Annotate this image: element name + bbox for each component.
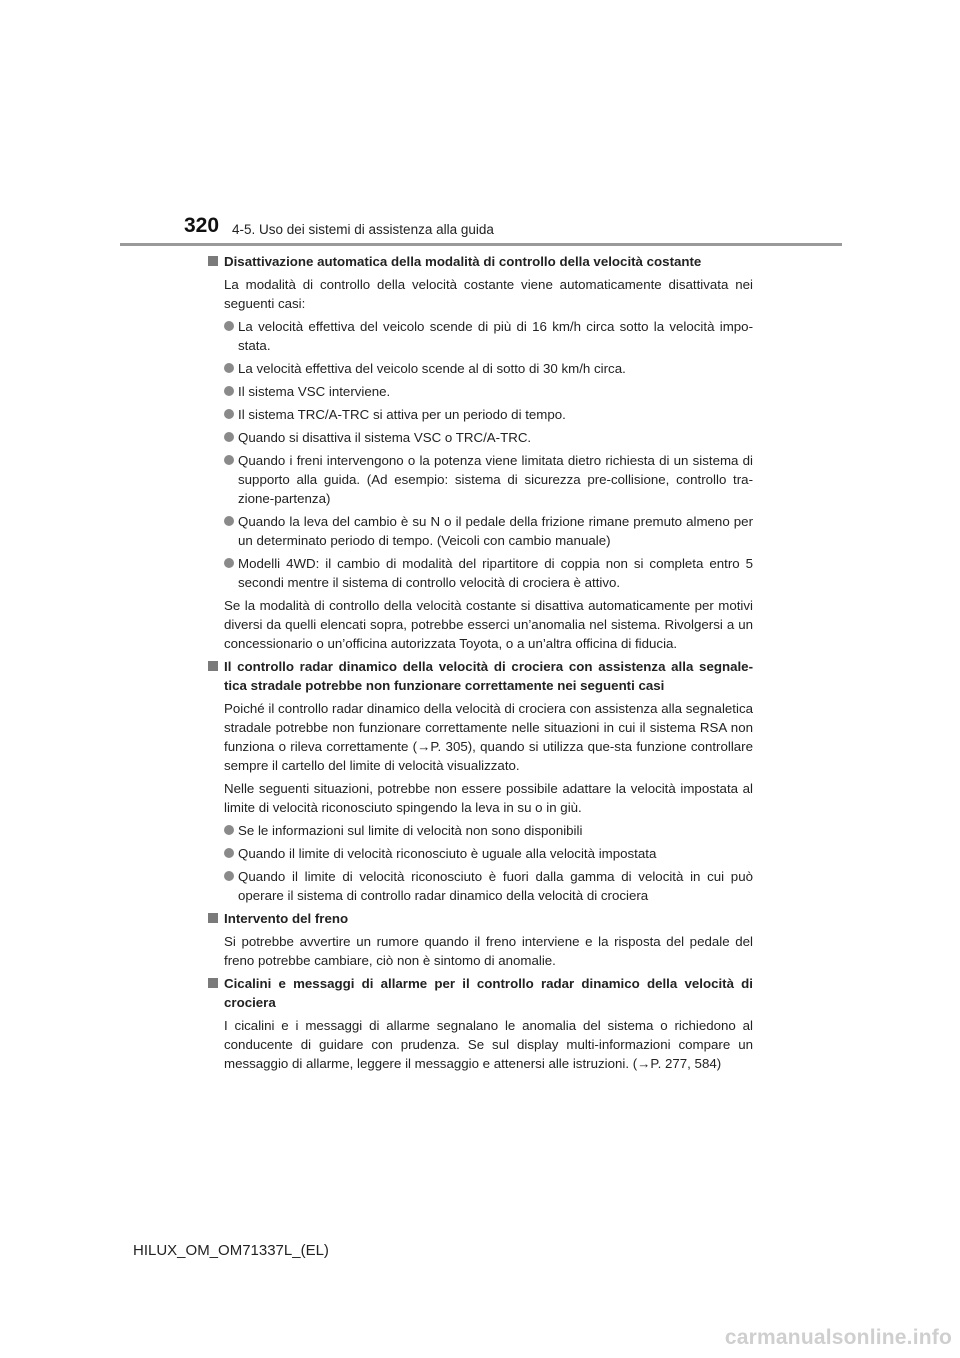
list-item: Modelli 4WD: il cambio di modalità del ripartitore di coppia non si completa entro 5 secondi mentre il sistema di controllo velocità di crociera è attivo.: [208, 554, 753, 592]
circle-bullet-icon: [224, 321, 234, 331]
circle-bullet-icon: [224, 871, 234, 881]
list-item: La velocità effettiva del veicolo scende al di sotto di 30 km/h circa.: [208, 359, 753, 378]
section-heading: Disattivazione automatica della modalità di controllo della velocità costante: [208, 252, 753, 271]
list-item: La velocità effettiva del veicolo scende di più di 16 km/h circa sotto la velocità impo-stata.: [208, 317, 753, 355]
paragraph: Poiché il controllo radar dinamico della velocità di crociera con assistenza alla segnaletica stradale potrebbe non funzionare correttamente nelle situazioni in cui il sistema RSA non funziona o rileva correttamente (→P. 305), quando si utilizza que-sta funzione controllare sempre il cartello del limite di velocità visualizzato.: [224, 701, 753, 773]
paragraph: Nelle seguenti situazioni, potrebbe non essere possibile adattare la velocità impostata al limite di velocità riconosciuto spingendo la leva in su o in giù.: [224, 781, 753, 815]
section-heading: Il controllo radar dinamico della velocità di crociera con assistenza alla segnale-tica stradale potrebbe non funzionare correttamente nei seguenti casi: [208, 657, 753, 695]
list-item: Quando i freni intervengono o la potenza viene limitata dietro richiesta di un sistema di supporto alla guida. (Ad esempio: sistema di sicurezza pre-collisione, controllo tra-zione-partenza): [208, 451, 753, 508]
list-item: Quando il limite di velocità riconosciuto è uguale alla velocità impostata: [208, 844, 753, 863]
document-id: HILUX_OM_OM71337L_(EL): [133, 1242, 329, 1259]
square-bullet-icon: [208, 256, 218, 266]
header-rule: [120, 243, 842, 246]
square-bullet-icon: [208, 913, 218, 923]
list-item: Il sistema TRC/A-TRC si attiva per un periodo di tempo.: [208, 405, 753, 424]
list-item: Se le informazioni sul limite di velocità non sono disponibili: [208, 821, 753, 840]
paragraph: I cicalini e i messaggi di allarme segnalano le anomalia del sistema o richiedono al conducente di guidare con prudenza. Se sul display multi-informazioni compare un messaggio di allarme, leggere il messaggio e attenersi alle istruzioni. (→P. 277, 584): [224, 1018, 753, 1071]
page-body: [208, 252, 753, 1077]
page-number: 320: [184, 214, 220, 237]
list-item: Il sistema VSC interviene.: [208, 382, 753, 401]
circle-bullet-icon: [224, 363, 234, 373]
list-item: Quando il limite di velocità riconosciuto è fuori dalla gamma di velocità in cui può operare il sistema di controllo radar dinamico della velocità di crociera: [208, 867, 753, 905]
watermark: carmanualsonline.info: [724, 1326, 952, 1349]
circle-bullet-icon: [224, 848, 234, 858]
circle-bullet-icon: [224, 825, 234, 835]
paragraph: Si potrebbe avvertire un rumore quando il freno interviene e la risposta del pedale del freno potrebbe cambiare, ciò non è sintomo di anomalie.: [224, 934, 753, 968]
circle-bullet-icon: [224, 409, 234, 419]
list-item: Quando si disattiva il sistema VSC o TRC/A-TRC.: [208, 428, 753, 447]
circle-bullet-icon: [224, 558, 234, 568]
circle-bullet-icon: [224, 386, 234, 396]
paragraph: Se la modalità di controllo della velocità costante si disattiva automaticamente per motivi diversi da quelli elencati sopra, potrebbe esserci un’anomalia nel sistema. Rivolgersi a un concessionario o un’officina autorizzata Toyota, o a un’altra officina di fiducia.: [224, 598, 753, 651]
square-bullet-icon: [208, 978, 218, 988]
section-heading: Intervento del freno: [208, 909, 753, 928]
list-item: Quando la leva del cambio è su N o il pedale della frizione rimane premuto almeno per un determinato periodo di tempo. (Veicoli con cambio manuale): [208, 512, 753, 550]
circle-bullet-icon: [224, 432, 234, 442]
circle-bullet-icon: [224, 516, 234, 526]
running-head: 4-5. Uso dei sistemi di assistenza alla guida: [232, 222, 494, 237]
section-heading: Cicalini e messaggi di allarme per il controllo radar dinamico della velocità di crociera: [208, 974, 753, 1012]
paragraph: La modalità di controllo della velocità costante viene automaticamente disattivata nei seguenti casi:: [224, 277, 753, 311]
square-bullet-icon: [208, 661, 218, 671]
circle-bullet-icon: [224, 455, 234, 465]
